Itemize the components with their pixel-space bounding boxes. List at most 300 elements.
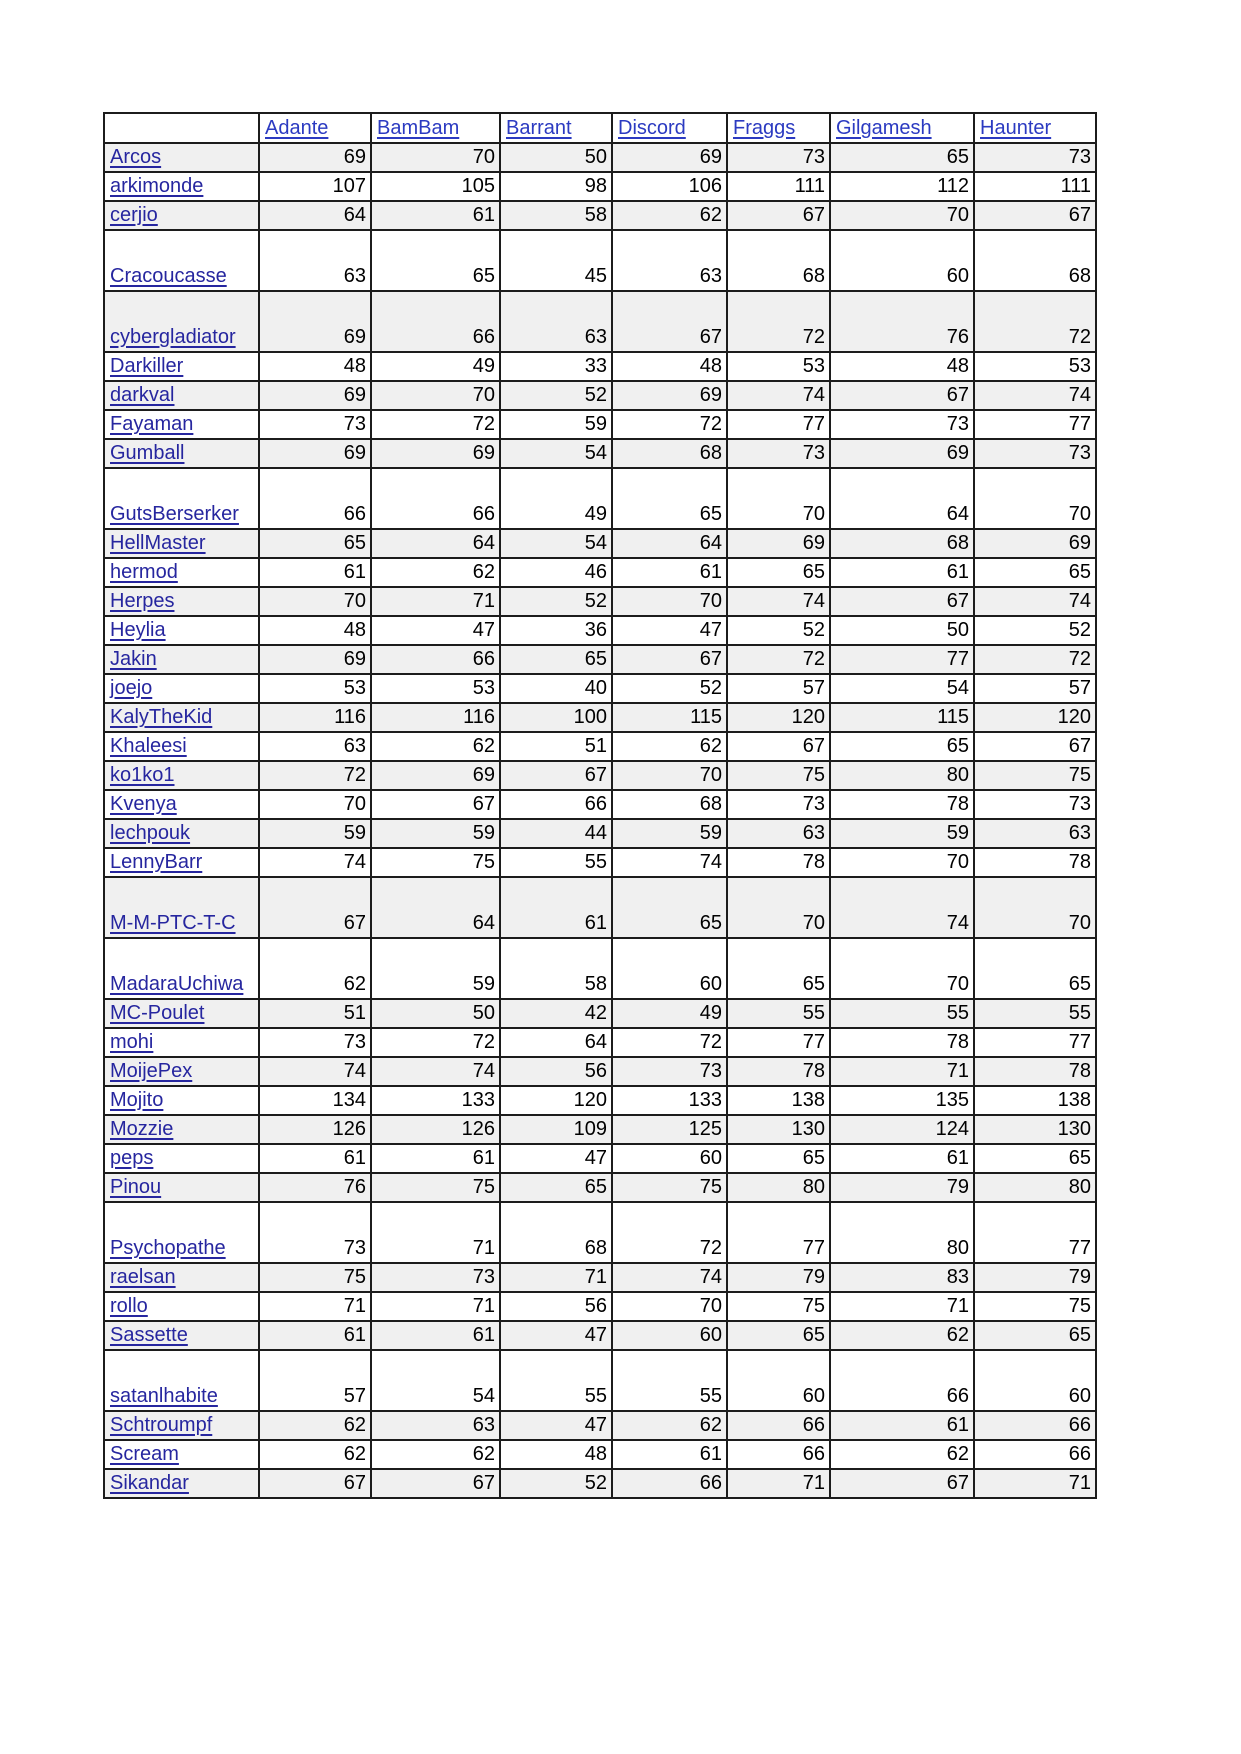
score-cell: 80 [830, 761, 974, 790]
score-cell: 55 [500, 848, 612, 877]
score-cell: 50 [371, 999, 500, 1028]
score-cell: 130 [727, 1115, 830, 1144]
table-row [104, 1321, 1096, 1350]
table-row [104, 352, 1096, 381]
score-cell: 71 [259, 1292, 371, 1321]
score-cell: 77 [727, 1202, 830, 1263]
score-cell: 79 [727, 1263, 830, 1292]
score-cell: 65 [371, 230, 500, 291]
player-name-cell [104, 1350, 259, 1411]
player-name-cell [104, 587, 259, 616]
score-cell: 68 [974, 230, 1096, 291]
score-cell: 44 [500, 819, 612, 848]
score-cell: 61 [371, 1321, 500, 1350]
score-cell: 72 [612, 1028, 727, 1057]
player-link[interactable]: MC-Poulet [110, 1002, 205, 1024]
score-cell: 78 [830, 790, 974, 819]
score-cell: 52 [500, 1469, 612, 1498]
score-cell: 66 [371, 468, 500, 529]
score-cell: 65 [830, 732, 974, 761]
player-name-cell [104, 529, 259, 558]
table-row [104, 587, 1096, 616]
player-link[interactable]: GutsBerserker [110, 503, 239, 525]
score-cell: 69 [259, 645, 371, 674]
score-cell: 66 [500, 790, 612, 819]
score-cell: 47 [371, 616, 500, 645]
score-cell: 77 [974, 410, 1096, 439]
score-cell: 50 [500, 143, 612, 172]
score-cell: 65 [974, 938, 1096, 999]
player-link[interactable]: Jakin [110, 648, 157, 670]
score-cell: 69 [259, 143, 371, 172]
score-cell: 59 [259, 819, 371, 848]
score-sheet [103, 112, 1097, 1499]
score-cell: 64 [371, 877, 500, 938]
score-cell: 76 [830, 291, 974, 352]
player-name-cell [104, 877, 259, 938]
score-cell: 60 [727, 1350, 830, 1411]
score-cell: 67 [612, 291, 727, 352]
player-link[interactable]: Psychopathe [110, 1237, 226, 1259]
score-cell: 61 [371, 1144, 500, 1173]
player-link[interactable]: Arcos [110, 146, 162, 168]
score-cell: 67 [259, 877, 371, 938]
score-cell: 62 [259, 938, 371, 999]
score-cell: 75 [974, 761, 1096, 790]
player-link[interactable]: Darkiller [110, 355, 184, 377]
score-cell: 75 [371, 1173, 500, 1202]
score-cell: 63 [727, 819, 830, 848]
score-cell: 71 [830, 1057, 974, 1086]
player-name-cell [104, 381, 259, 410]
table-row [104, 230, 1096, 291]
score-cell: 109 [500, 1115, 612, 1144]
player-link[interactable]: ko1ko1 [110, 764, 175, 786]
score-cell: 69 [259, 381, 371, 410]
score-cell: 55 [612, 1350, 727, 1411]
score-cell: 49 [371, 352, 500, 381]
table-row [104, 732, 1096, 761]
score-cell: 130 [974, 1115, 1096, 1144]
player-link[interactable]: mohi [110, 1031, 154, 1053]
score-cell: 55 [974, 999, 1096, 1028]
table-row [104, 1028, 1096, 1057]
score-cell: 70 [259, 587, 371, 616]
column-header-haunter [974, 113, 1096, 143]
table-row [104, 938, 1096, 999]
score-cell: 66 [830, 1350, 974, 1411]
player-link[interactable]: Pinou [110, 1176, 162, 1198]
column-header-discord [612, 113, 727, 143]
score-cell: 69 [974, 529, 1096, 558]
score-cell: 126 [371, 1115, 500, 1144]
score-cell: 62 [612, 201, 727, 230]
player-name-cell [104, 201, 259, 230]
score-cell: 61 [371, 201, 500, 230]
score-cell: 115 [612, 703, 727, 732]
table-body [104, 143, 1096, 1498]
table-row [104, 1292, 1096, 1321]
score-cell: 65 [612, 468, 727, 529]
player-name-cell [104, 291, 259, 352]
score-cell: 73 [830, 410, 974, 439]
score-cell: 56 [500, 1292, 612, 1321]
score-cell: 47 [612, 616, 727, 645]
score-cell: 70 [371, 143, 500, 172]
score-cell: 66 [371, 645, 500, 674]
score-cell: 48 [830, 352, 974, 381]
score-cell: 51 [500, 732, 612, 761]
score-cell: 69 [371, 439, 500, 468]
score-cell: 61 [259, 558, 371, 587]
score-cell: 120 [727, 703, 830, 732]
player-name-cell [104, 1144, 259, 1173]
player-name-cell [104, 732, 259, 761]
score-cell: 72 [727, 291, 830, 352]
score-cell: 61 [830, 1411, 974, 1440]
score-cell: 61 [830, 1144, 974, 1173]
table-row [104, 848, 1096, 877]
score-cell: 77 [974, 1028, 1096, 1057]
score-cell: 60 [612, 1321, 727, 1350]
score-cell: 72 [371, 410, 500, 439]
player-name-cell [104, 1321, 259, 1350]
player-link[interactable]: MoijePex [110, 1060, 193, 1082]
score-cell: 54 [500, 529, 612, 558]
score-cell: 59 [612, 819, 727, 848]
score-cell: 67 [500, 761, 612, 790]
score-cell: 72 [612, 1202, 727, 1263]
score-cell: 70 [612, 761, 727, 790]
score-cell: 65 [974, 558, 1096, 587]
score-cell: 45 [500, 230, 612, 291]
score-cell: 67 [727, 732, 830, 761]
score-cell: 70 [830, 938, 974, 999]
score-cell: 62 [830, 1440, 974, 1469]
score-cell: 63 [259, 732, 371, 761]
score-cell: 78 [727, 1057, 830, 1086]
player-name-cell [104, 1028, 259, 1057]
score-cell: 52 [974, 616, 1096, 645]
score-cell: 65 [974, 1144, 1096, 1173]
score-cell: 77 [727, 1028, 830, 1057]
score-cell: 100 [500, 703, 612, 732]
score-cell: 67 [830, 587, 974, 616]
table-row [104, 381, 1096, 410]
score-cell: 74 [612, 848, 727, 877]
score-cell: 74 [612, 1263, 727, 1292]
column-header-link[interactable]: Adante [265, 117, 329, 139]
table-row [104, 674, 1096, 703]
score-cell: 74 [727, 587, 830, 616]
score-cell: 116 [371, 703, 500, 732]
player-link[interactable]: Heylia [110, 619, 166, 641]
score-cell: 77 [830, 645, 974, 674]
score-cell: 65 [500, 645, 612, 674]
score-cell: 124 [830, 1115, 974, 1144]
table-row [104, 1440, 1096, 1469]
score-cell: 58 [500, 938, 612, 999]
score-cell: 66 [727, 1440, 830, 1469]
score-cell: 53 [727, 352, 830, 381]
score-cell: 65 [830, 143, 974, 172]
score-cell: 48 [500, 1440, 612, 1469]
column-header-link[interactable]: Fraggs [733, 117, 796, 139]
table-row [104, 616, 1096, 645]
score-cell: 77 [727, 410, 830, 439]
score-cell: 72 [974, 291, 1096, 352]
score-cell: 78 [974, 848, 1096, 877]
score-cell: 47 [500, 1411, 612, 1440]
score-cell: 64 [500, 1028, 612, 1057]
score-cell: 67 [371, 790, 500, 819]
score-cell: 68 [727, 230, 830, 291]
player-link[interactable]: Sikandar [110, 1472, 189, 1494]
score-cell: 78 [974, 1057, 1096, 1086]
column-header-bambam [371, 113, 500, 143]
score-cell: 67 [612, 645, 727, 674]
table-row [104, 143, 1096, 172]
score-cell: 68 [500, 1202, 612, 1263]
score-cell: 75 [371, 848, 500, 877]
player-link[interactable]: Sassette [110, 1324, 188, 1346]
player-link[interactable]: Scream [110, 1443, 179, 1465]
score-cell: 61 [612, 558, 727, 587]
score-cell: 65 [974, 1321, 1096, 1350]
score-cell: 67 [974, 201, 1096, 230]
score-cell: 70 [612, 1292, 727, 1321]
score-cell: 71 [974, 1469, 1096, 1498]
score-cell: 69 [612, 381, 727, 410]
column-header-adante [259, 113, 371, 143]
column-header-link[interactable]: Barrant [506, 117, 572, 139]
score-cell: 63 [974, 819, 1096, 848]
score-cell: 115 [830, 703, 974, 732]
score-cell: 73 [727, 143, 830, 172]
score-cell: 112 [830, 172, 974, 201]
score-cell: 75 [727, 761, 830, 790]
score-cell: 116 [259, 703, 371, 732]
score-cell: 74 [830, 877, 974, 938]
score-cell: 55 [727, 999, 830, 1028]
column-header-link[interactable]: Gilgamesh [836, 117, 932, 139]
score-cell: 73 [974, 439, 1096, 468]
score-cell: 50 [830, 616, 974, 645]
score-cell: 67 [974, 732, 1096, 761]
score-cell: 70 [974, 468, 1096, 529]
score-cell: 62 [371, 1440, 500, 1469]
player-link[interactable]: LennyBarr [110, 851, 203, 873]
score-cell: 70 [830, 848, 974, 877]
score-cell: 83 [830, 1263, 974, 1292]
table-row [104, 999, 1096, 1028]
score-cell: 80 [974, 1173, 1096, 1202]
score-cell: 111 [974, 172, 1096, 201]
score-cell: 54 [500, 439, 612, 468]
player-link[interactable]: satanlhabite [110, 1385, 218, 1407]
player-link[interactable]: Schtroumpf [110, 1414, 213, 1436]
score-cell: 134 [259, 1086, 371, 1115]
score-cell: 53 [371, 674, 500, 703]
player-name-cell [104, 1057, 259, 1086]
score-cell: 78 [727, 848, 830, 877]
score-cell: 107 [259, 172, 371, 201]
player-link[interactable]: joejo [110, 677, 153, 699]
score-cell: 120 [974, 703, 1096, 732]
score-cell: 65 [727, 558, 830, 587]
table-row [104, 1411, 1096, 1440]
score-cell: 70 [974, 877, 1096, 938]
table-row [104, 1350, 1096, 1411]
score-cell: 48 [259, 352, 371, 381]
table-row [104, 1469, 1096, 1498]
player-link[interactable]: KalyTheKid [110, 706, 213, 728]
player-link[interactable]: Kvenya [110, 793, 177, 815]
table-row [104, 1086, 1096, 1115]
score-cell: 70 [612, 587, 727, 616]
score-cell: 47 [500, 1321, 612, 1350]
player-link[interactable]: Fayaman [110, 413, 194, 435]
score-cell: 49 [612, 999, 727, 1028]
score-cell: 63 [612, 230, 727, 291]
score-cell: 61 [259, 1321, 371, 1350]
score-cell: 71 [371, 1202, 500, 1263]
table-row [104, 439, 1096, 468]
score-cell: 53 [974, 352, 1096, 381]
player-link[interactable]: M-M-PTC-T-C [110, 912, 236, 934]
player-link[interactable]: rollo [110, 1295, 148, 1317]
column-header-barrant [500, 113, 612, 143]
score-cell: 33 [500, 352, 612, 381]
score-cell: 69 [259, 439, 371, 468]
score-cell: 67 [830, 1469, 974, 1498]
score-cell: 73 [612, 1057, 727, 1086]
score-cell: 62 [612, 1411, 727, 1440]
player-link[interactable]: HellMaster [110, 532, 206, 554]
score-cell: 52 [727, 616, 830, 645]
score-cell: 79 [830, 1173, 974, 1202]
player-link[interactable]: arkimonde [110, 175, 204, 197]
score-cell: 48 [612, 352, 727, 381]
player-link[interactable]: cerjio [110, 204, 158, 226]
table-row [104, 1173, 1096, 1202]
score-cell: 126 [259, 1115, 371, 1144]
score-cell: 48 [259, 616, 371, 645]
player-link[interactable]: Gumball [110, 442, 185, 464]
score-cell: 70 [371, 381, 500, 410]
score-cell: 67 [259, 1469, 371, 1498]
player-name-cell [104, 352, 259, 381]
player-link[interactable]: cybergladiator [110, 326, 236, 348]
player-link[interactable]: lechpouk [110, 822, 191, 844]
player-name-cell [104, 703, 259, 732]
player-name-cell [104, 645, 259, 674]
player-link[interactable]: darkval [110, 384, 175, 406]
score-cell: 60 [612, 1144, 727, 1173]
column-header-link[interactable]: BamBam [377, 117, 460, 139]
player-link[interactable]: Khaleesi [110, 735, 187, 757]
player-name-cell [104, 819, 259, 848]
score-cell: 46 [500, 558, 612, 587]
player-link[interactable]: MadaraUchiwa [110, 973, 244, 995]
score-cell: 59 [830, 819, 974, 848]
player-name-cell [104, 410, 259, 439]
score-cell: 62 [259, 1411, 371, 1440]
table-row [104, 201, 1096, 230]
score-cell: 57 [727, 674, 830, 703]
table-row [104, 558, 1096, 587]
player-name-cell [104, 172, 259, 201]
score-cell: 64 [612, 529, 727, 558]
score-cell: 138 [727, 1086, 830, 1115]
score-cell: 60 [830, 230, 974, 291]
score-cell: 68 [612, 439, 727, 468]
table-row [104, 410, 1096, 439]
player-link[interactable]: peps [110, 1147, 154, 1169]
player-link[interactable]: hermod [110, 561, 178, 583]
player-link[interactable]: raelsan [110, 1266, 176, 1288]
column-header-fraggs [727, 113, 830, 143]
score-cell: 57 [259, 1350, 371, 1411]
score-cell: 77 [974, 1202, 1096, 1263]
score-cell: 73 [259, 410, 371, 439]
score-cell: 98 [500, 172, 612, 201]
player-name-cell [104, 674, 259, 703]
score-cell: 62 [830, 1321, 974, 1350]
player-link[interactable]: Mojito [110, 1089, 164, 1111]
score-cell: 62 [371, 558, 500, 587]
table-row [104, 877, 1096, 938]
table-row [104, 703, 1096, 732]
score-cell: 52 [500, 381, 612, 410]
score-cell: 60 [974, 1350, 1096, 1411]
score-cell: 73 [259, 1028, 371, 1057]
score-cell: 111 [727, 172, 830, 201]
score-cell: 69 [612, 143, 727, 172]
score-cell: 53 [259, 674, 371, 703]
player-link[interactable]: Mozzie [110, 1118, 174, 1140]
player-name-cell [104, 439, 259, 468]
score-cell: 70 [727, 877, 830, 938]
player-link[interactable]: Herpes [110, 590, 175, 612]
score-cell: 63 [500, 291, 612, 352]
score-cell: 66 [259, 468, 371, 529]
score-cell: 42 [500, 999, 612, 1028]
score-cell: 73 [727, 790, 830, 819]
score-cell: 75 [259, 1263, 371, 1292]
table-row [104, 172, 1096, 201]
score-cell: 73 [727, 439, 830, 468]
score-cell: 57 [974, 674, 1096, 703]
score-cell: 55 [500, 1350, 612, 1411]
score-cell: 65 [259, 529, 371, 558]
score-cell: 125 [612, 1115, 727, 1144]
score-cell: 78 [830, 1028, 974, 1057]
player-link[interactable]: Cracoucasse [110, 265, 227, 287]
score-cell: 64 [259, 201, 371, 230]
score-cell: 69 [830, 439, 974, 468]
player-name-cell [104, 143, 259, 172]
score-cell: 66 [371, 291, 500, 352]
column-header-link[interactable]: Haunter [980, 117, 1052, 139]
table-row [104, 1144, 1096, 1173]
table-row [104, 1202, 1096, 1263]
score-cell: 80 [830, 1202, 974, 1263]
score-cell: 61 [830, 558, 974, 587]
column-header-link[interactable]: Discord [618, 117, 686, 139]
score-cell: 76 [259, 1173, 371, 1202]
score-cell: 66 [727, 1411, 830, 1440]
